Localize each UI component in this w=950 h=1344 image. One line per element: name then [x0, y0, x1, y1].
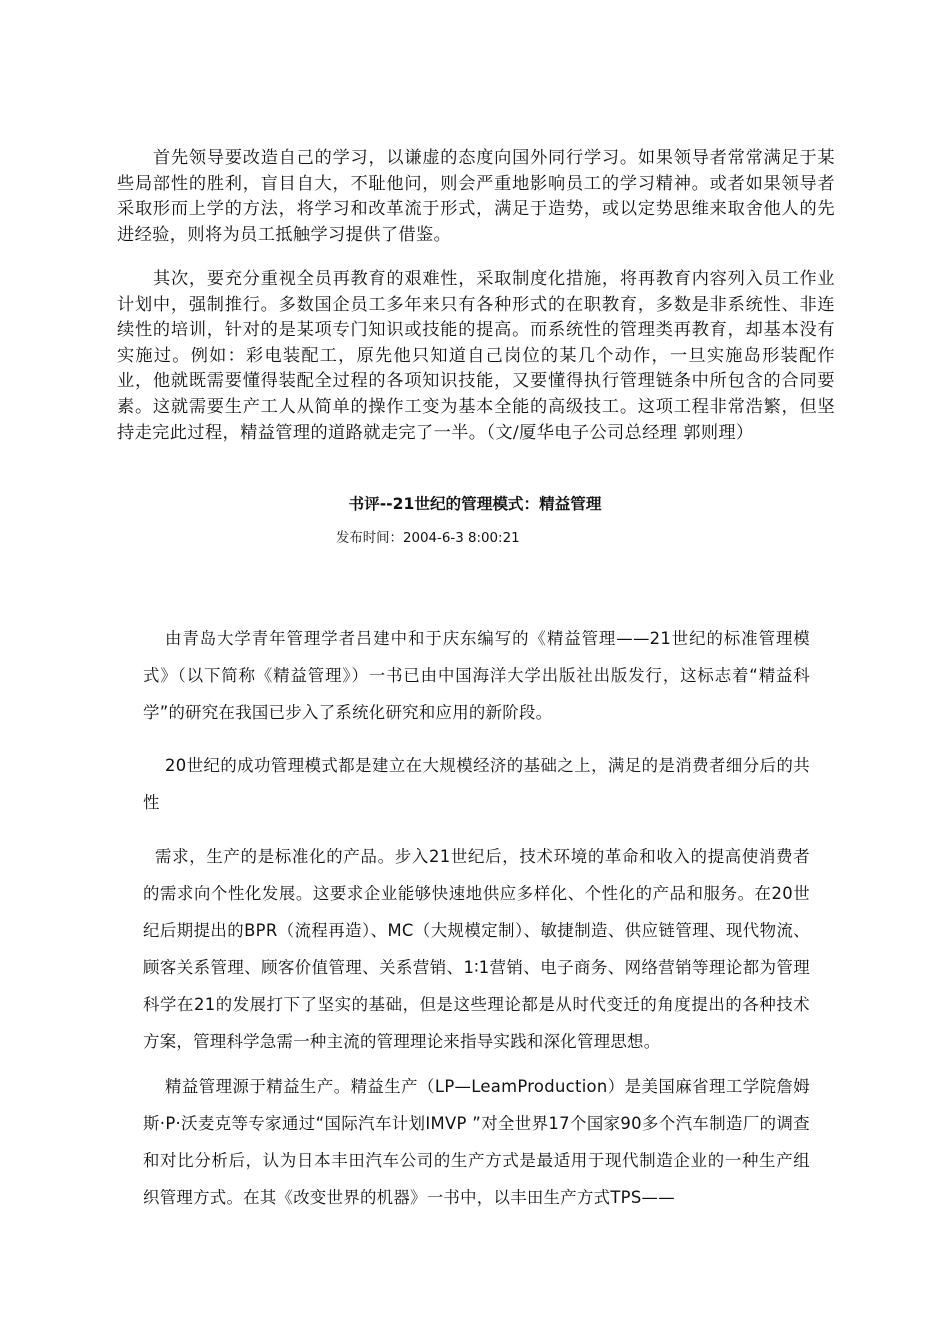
review-paragraph-book-intro: 由青岛大学青年管理学者吕建中和于庆东编写的《精益管理——21世纪的标准管理模式》（以下简称《精益管理》）一书已由中国海洋大学出版社出版发行，这标志着“精益科学”的研究在我国已步入了系统化研究和应用的新阶段。 — [143, 629, 810, 722]
article-paragraph-leadership-learning: 首先领导要改造自己的学习，以谦虚的态度向国外同行学习。如果领导者常常满足于某些局部性的胜利，盲目自大，不耻他问，则会严重地影响员工的学习精神。或者如果领导者采取形而上学的方法，将学习和改革流于形式，满足于造势，或以定势思维来取舍他人的先进经验，则将为员工抵触学习提供了借鉴。 — [117, 148, 835, 245]
publish-time: 发布时间：2004-6-3 8:00:21 — [336, 531, 520, 546]
review-paragraph-20th-century: 20世纪的成功管理模式都是建立在大规模经济的基础之上，满足的是消费者细分后的共性 — [143, 756, 810, 812]
review-paragraph-lean-origin: 精益管理源于精益生产。精益生产（LP—LeamProduction）是美国麻省理工学院詹姆斯·P·沃麦克等专家通过“国际汽车计划IMVP ”对全世界17个国家90多个汽车制造厂的调查和对比分析后，认为日本丰田汽车公司的生产方式是最适用于现代制造企业的一种生产组织管理方式。在其《改变世界的机器》一书中，以丰田生产方式TPS—— — [143, 1077, 810, 1207]
review-title: 书评--21世纪的管理模式：精益管理 — [348, 495, 602, 513]
article-paragraph-staff-reeducation: 其次，要充分重视全员再教育的艰难性，采取制度化措施，将再教育内容列入员工作业计划中，强制推行。多数国企员工多年来只有各种形式的在职教育，多数是非系统性、非连续性的培训，针对的是某项专门知识或技能的提高。而系统性的管理类再教育，却基本没有实施过。例如：彩电装配工，原先他只知道自己岗位的某几个动作，一旦实施岛形装配作业，他就既需要懂得装配全过程的各项知识技能，又要懂得执行管理链条中所包含的合同要素。这就需要生产工人从简单的操作工变为基本全能的高级技工。这项工程非常浩繁，但坚持走完此过程，精益管理的道路就走完了一半。（文/厦华电子公司总经理 郭则理） — [117, 269, 835, 443]
review-paragraph-demand: 需求，生产的是标准化的产品。步入21世纪后，技术环境的革命和收入的提高使消费者的需求向个性化发展。这要求企业能够快速地供应多样化、个性化的产品和服务。在20世纪后期提出的BPR（流程再造）、MC（大规模定制）、敏捷制造、供应链管理、现代物流、顾客关系管理、顾客价值管理、关系营销、1∶1营销、电子商务、网络营销等理论都为管理科学在21的发展打下了坚实的基础，但是这些理论都是从时代变迁的角度提出的各种技术方案，管理科学急需一种主流的管理理论来指导实践和深化管理思想。 — [143, 847, 810, 1051]
